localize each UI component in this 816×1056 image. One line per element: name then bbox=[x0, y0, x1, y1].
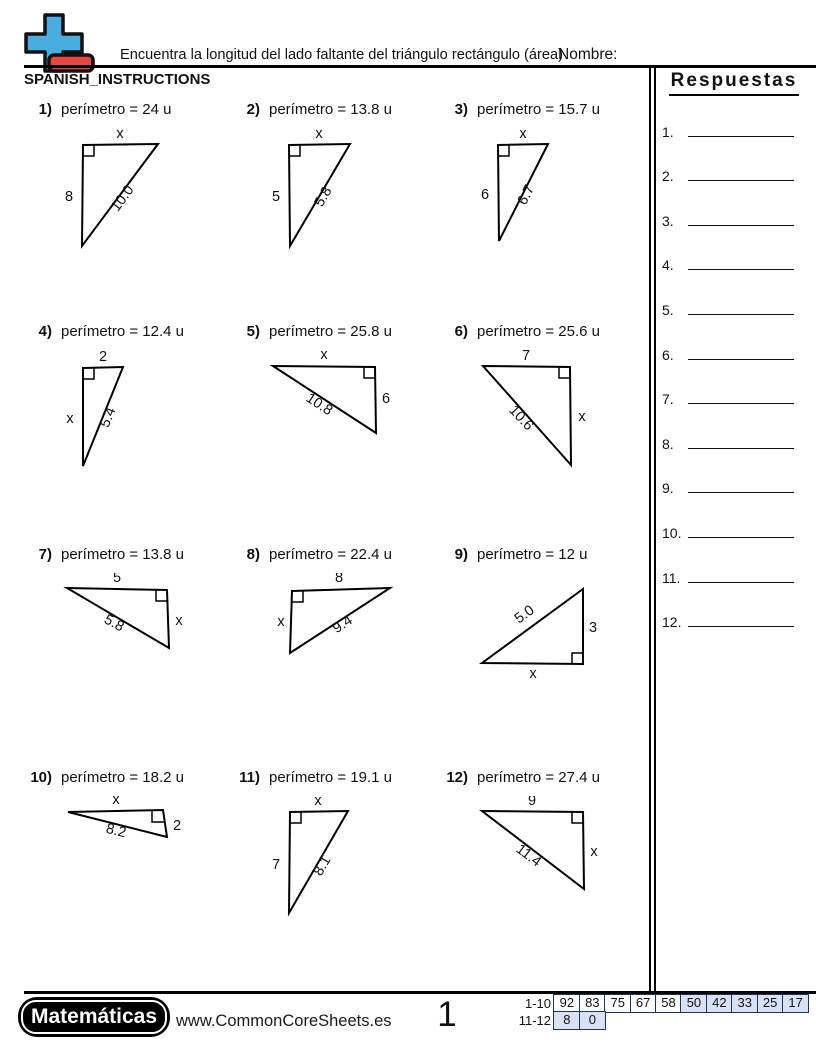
triangle-figure bbox=[24, 350, 224, 500]
answer-number: 12. bbox=[662, 614, 682, 631]
perimeter-text: perímetro = 19.1 u bbox=[269, 769, 392, 786]
problem-number: 6) bbox=[454, 323, 468, 340]
right-angle-icon bbox=[292, 591, 303, 602]
score-row-label: 1-10 bbox=[524, 996, 551, 1011]
right-angle-icon bbox=[364, 367, 375, 378]
right-angle-icon bbox=[572, 812, 583, 823]
perimeter-text: perímetro = 12 u bbox=[477, 546, 588, 563]
name-label: Nombre: bbox=[558, 46, 618, 63]
score-cell: 83 bbox=[579, 994, 606, 1013]
score-cell: 17 bbox=[782, 994, 809, 1013]
p3-hyp-label: 6.7 bbox=[514, 182, 539, 208]
p12-top-label: 9 bbox=[527, 796, 537, 809]
p7-hyp-label: 5.8 bbox=[101, 611, 127, 636]
perimeter-text: perímetro = 27.4 u bbox=[477, 769, 600, 786]
right-angle-icon bbox=[289, 145, 300, 156]
perimeter-text: perímetro = 18.2 u bbox=[61, 769, 184, 786]
p8-hyp-label: 9.4 bbox=[330, 612, 356, 637]
answer-blank[interactable] bbox=[688, 537, 794, 538]
problem-number: 1) bbox=[38, 101, 52, 118]
p9-hyp-label: 5.0 bbox=[511, 602, 538, 628]
problem-number: 11) bbox=[239, 769, 260, 786]
header-divider bbox=[24, 65, 816, 68]
p5-top-label: x bbox=[320, 350, 328, 363]
problem-7 bbox=[24, 545, 232, 723]
problem-number: 8) bbox=[246, 546, 260, 563]
p6-top-label: 7 bbox=[521, 350, 531, 364]
score-cell: 92 bbox=[553, 994, 580, 1013]
score-cell: 58 bbox=[655, 994, 682, 1013]
p6-hyp-label: 10.6 bbox=[505, 402, 537, 435]
p3-top-label: x bbox=[519, 128, 527, 142]
answer-number: 3. bbox=[662, 212, 674, 229]
p2-side-label: 5 bbox=[271, 189, 281, 205]
brand-logo bbox=[18, 997, 170, 1037]
p10-side-label: 2 bbox=[172, 818, 182, 834]
right-angle-icon bbox=[156, 590, 167, 601]
answer-blank[interactable] bbox=[688, 626, 794, 627]
problem-number: 4) bbox=[38, 323, 52, 340]
brand-name: Matemáticas bbox=[30, 1005, 158, 1028]
answer-number: 2. bbox=[662, 168, 674, 185]
triangle-figure bbox=[24, 796, 224, 946]
p1-hyp-label: 10.0 bbox=[107, 182, 138, 215]
answer-row bbox=[662, 140, 800, 185]
answers-divider bbox=[649, 68, 656, 993]
right-angle-icon bbox=[290, 812, 301, 823]
problem-4 bbox=[24, 322, 232, 500]
answer-number: 4. bbox=[662, 257, 674, 274]
score-cell: 25 bbox=[757, 994, 784, 1013]
triangle-figure bbox=[440, 128, 640, 278]
p9-side-label: 3 bbox=[588, 620, 598, 636]
perimeter-text: perímetro = 13.8 u bbox=[61, 546, 184, 563]
answer-row bbox=[662, 318, 800, 363]
problem-6 bbox=[440, 322, 648, 500]
problem-3 bbox=[440, 100, 648, 278]
answer-blank[interactable] bbox=[688, 582, 794, 583]
score-row bbox=[505, 1011, 809, 1030]
p10-top-label: x bbox=[112, 796, 120, 808]
perimeter-text: perímetro = 12.4 u bbox=[61, 323, 184, 340]
p1-top-label: x bbox=[116, 128, 124, 142]
p2-hyp-label: 5.8 bbox=[311, 184, 336, 210]
problem-number: 5) bbox=[246, 323, 260, 340]
triangle-figure bbox=[232, 573, 432, 723]
score-cell: 42 bbox=[706, 994, 733, 1013]
score-row bbox=[505, 994, 809, 1013]
right-angle-icon bbox=[559, 367, 570, 378]
page-title: Encuentra la longitud del lado faltante del triángulo rectángulo (área) bbox=[120, 47, 563, 63]
p10-hyp-label: 8.2 bbox=[104, 820, 128, 842]
answer-number: 5. bbox=[662, 301, 674, 318]
answer-row bbox=[662, 273, 800, 318]
score-cell: 8 bbox=[553, 1011, 580, 1030]
answer-blank[interactable] bbox=[688, 448, 794, 449]
p8-top-label: 8 bbox=[334, 573, 344, 586]
answer-number: 6. bbox=[662, 346, 674, 363]
problem-9 bbox=[440, 545, 648, 723]
p7-top-label: 5 bbox=[112, 573, 122, 586]
p4-top-label: 2 bbox=[98, 350, 108, 365]
p7-side-label: x bbox=[175, 613, 183, 629]
p3-side-label: 6 bbox=[480, 187, 490, 203]
triangle-figure bbox=[232, 128, 432, 278]
answer-row bbox=[662, 586, 800, 631]
score-cell: 67 bbox=[630, 994, 657, 1013]
answers-title: Respuestas bbox=[658, 70, 810, 92]
answer-number: 11. bbox=[662, 569, 681, 586]
triangle-figure bbox=[440, 573, 640, 723]
answer-row bbox=[662, 407, 800, 452]
right-angle-icon bbox=[572, 653, 583, 664]
right-angle-icon bbox=[83, 368, 94, 379]
answer-number: 8. bbox=[662, 435, 674, 452]
perimeter-text: perímetro = 13.8 u bbox=[269, 101, 392, 118]
problem-number: 2) bbox=[246, 101, 260, 118]
perimeter-text: perímetro = 25.8 u bbox=[269, 323, 392, 340]
p2-top-label: x bbox=[315, 128, 323, 142]
answer-row bbox=[662, 541, 800, 586]
p4-side-label: x bbox=[66, 411, 74, 427]
p8-side-label: x bbox=[277, 614, 285, 630]
triangle-figure bbox=[440, 350, 640, 500]
plus-minus-icon bbox=[20, 12, 96, 79]
right-angle-icon bbox=[83, 145, 94, 156]
right-angle-icon bbox=[152, 811, 164, 822]
answer-row bbox=[662, 452, 800, 497]
answer-blank[interactable] bbox=[688, 136, 794, 137]
answer-number: 7. bbox=[662, 391, 674, 408]
p6-side-label: x bbox=[578, 409, 586, 425]
problem-number: 3) bbox=[454, 101, 468, 118]
answer-row bbox=[662, 229, 800, 274]
p11-side-label: 7 bbox=[271, 857, 281, 873]
answer-number: 10. bbox=[662, 524, 682, 541]
right-angle-icon bbox=[498, 145, 509, 156]
perimeter-text: perímetro = 24 u bbox=[61, 101, 172, 118]
triangle-figure bbox=[24, 128, 224, 278]
answer-row bbox=[662, 363, 800, 408]
problem-5 bbox=[232, 322, 440, 500]
problem-2 bbox=[232, 100, 440, 278]
answers-list bbox=[662, 95, 800, 630]
score-cell: 50 bbox=[680, 994, 707, 1013]
problem-12 bbox=[440, 768, 648, 946]
problem-1 bbox=[24, 100, 232, 278]
answer-blank[interactable] bbox=[688, 180, 794, 181]
problem-number: 12) bbox=[446, 769, 468, 786]
score-cell: 33 bbox=[731, 994, 758, 1013]
p11-top-label: x bbox=[314, 796, 322, 809]
score-cell: 75 bbox=[604, 994, 631, 1013]
answer-blank[interactable] bbox=[688, 359, 794, 360]
answer-row bbox=[662, 184, 800, 229]
page-number: 1 bbox=[437, 995, 457, 1034]
problem-number: 9) bbox=[454, 546, 468, 563]
answer-blank[interactable] bbox=[688, 403, 794, 404]
triangle-figure bbox=[24, 573, 224, 723]
answer-row bbox=[662, 496, 800, 541]
perimeter-text: perímetro = 25.6 u bbox=[477, 323, 600, 340]
perimeter-text: perímetro = 22.4 u bbox=[269, 546, 392, 563]
problem-11 bbox=[232, 768, 440, 946]
instructions-text: SPANISH_INSTRUCTIONS bbox=[24, 71, 211, 88]
triangle-figure bbox=[232, 350, 432, 500]
answer-blank[interactable] bbox=[688, 269, 794, 270]
p11-hyp-label: 8.1 bbox=[310, 853, 335, 879]
site-url: www.CommonCoreSheets.es bbox=[176, 1012, 392, 1030]
answer-blank[interactable] bbox=[688, 225, 794, 226]
problem-number: 7) bbox=[38, 546, 52, 563]
problem-number: 10) bbox=[30, 769, 52, 786]
perimeter-text: perímetro = 15.7 u bbox=[477, 101, 600, 118]
answer-number: 9. bbox=[662, 480, 674, 497]
p9-bottom-label: x bbox=[529, 666, 537, 682]
p12-hyp-label: 11.4 bbox=[512, 841, 545, 871]
answer-blank[interactable] bbox=[688, 314, 794, 315]
score-table bbox=[505, 994, 809, 1030]
p5-side-label: 6 bbox=[381, 391, 391, 407]
p12-side-label: x bbox=[590, 844, 598, 860]
answer-row bbox=[662, 95, 800, 140]
p1-side-label: 8 bbox=[64, 189, 74, 205]
answer-number: 1. bbox=[662, 123, 674, 140]
p5-hyp-label: 10.8 bbox=[302, 390, 336, 420]
triangle-figure bbox=[440, 796, 640, 946]
answer-blank[interactable] bbox=[688, 492, 794, 493]
p4-hyp-label: 5.4 bbox=[97, 405, 120, 430]
problem-10 bbox=[24, 768, 232, 946]
problem-8 bbox=[232, 545, 440, 723]
triangle-figure bbox=[232, 796, 432, 946]
score-row-label: 11-12 bbox=[518, 1013, 551, 1029]
score-cell: 0 bbox=[579, 1011, 606, 1030]
